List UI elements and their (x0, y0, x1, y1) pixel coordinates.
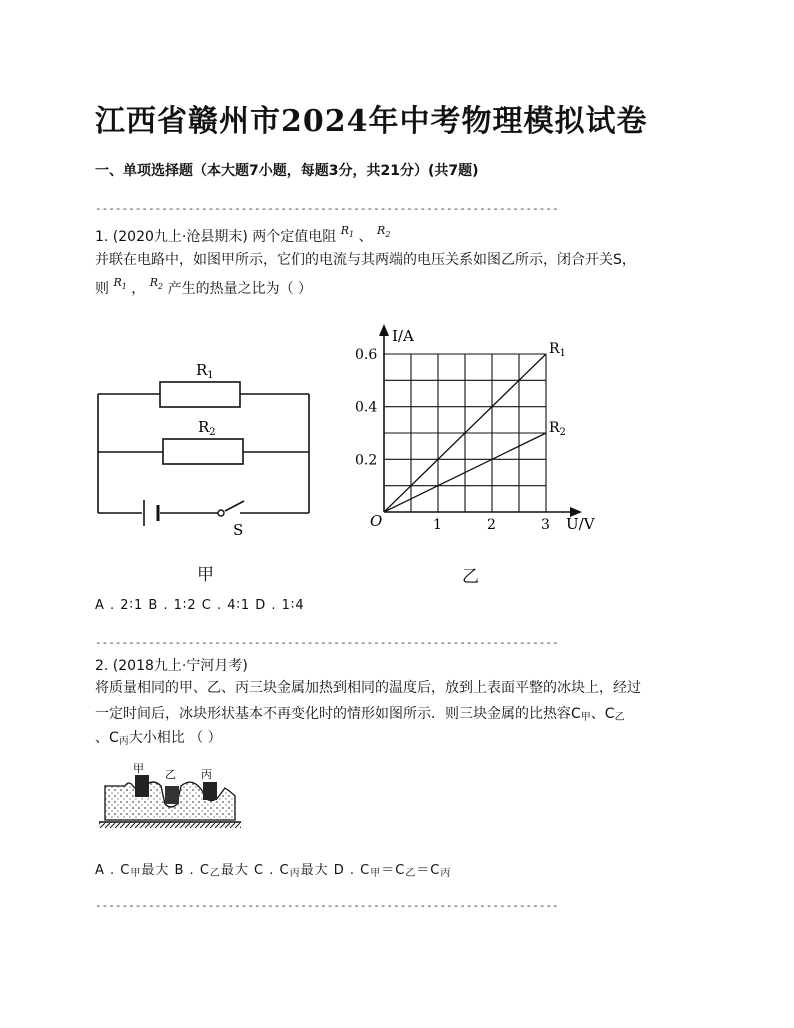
separator-line: ---------------------------------------------------------------------- (95, 202, 559, 215)
metal-block-jia (135, 775, 149, 797)
section-heading: 一、单项选择题（本大题7小题，每题3分，共21分）(共7题) (95, 163, 479, 179)
q2-line2: 一定时间后，冰块形状基本不再变化时的情形如图所示．则三块金属的比热容$C_甲$、$C_乙$ (95, 706, 625, 723)
q1-r2-symbol-2: R2 (149, 276, 164, 292)
circuit-diagram (90, 350, 320, 540)
switch-contact (218, 510, 224, 516)
series-label-r2: $R_2$ (549, 420, 566, 438)
metal-label-bing: 丙 (201, 768, 212, 781)
y-tick-label: 0.4 (355, 399, 378, 416)
q1-options: A . 2∶1 B . 1∶2 C . 4∶1 D . 1∶4 (95, 598, 305, 613)
r2-label: $R_2$ (198, 418, 216, 438)
q1-r1-symbol-2: R1 (113, 276, 127, 292)
ice-block-figure (95, 758, 245, 836)
q2-source: 2. (2018九上·宁河月考) (95, 658, 248, 674)
iu-graph (340, 312, 620, 537)
figure-yi-caption: 乙 (462, 567, 479, 587)
q1-source: 1. (2020九上·沧县期末) 两个定值电阻 (95, 229, 337, 245)
q1-line3: 则 $^{R_1}$ ， $^{R_2}$ 产生的热量之比为（ ） (95, 276, 313, 297)
separator-line: ---------------------------------------------------------------------- (95, 636, 559, 649)
figure-jia-caption: 甲 (197, 565, 214, 585)
ground-hatch (99, 822, 241, 828)
q2-options: A . $C_甲$最大 B . $C_乙$最大 C . $C_丙$最大 D . $C_甲=C_乙=C_丙$ (95, 863, 452, 879)
q2-line3: 、$C_丙$大小相比 （ ） (95, 730, 222, 747)
switch-label: S (233, 521, 244, 539)
x-tick-label: 1 (433, 517, 442, 533)
series-label-r1: $R_1$ (549, 341, 566, 359)
y-axis-label: I/A (392, 327, 414, 345)
q1-r1-symbol: R1 (340, 224, 355, 240)
q1-line2: 并联在电路中，如图甲所示，它们的电流与其两端的电压关系如图乙所示，闭合开关S， (95, 252, 636, 268)
y-tick-label: 0.6 (355, 347, 378, 363)
metal-block-bing (203, 782, 217, 800)
metal-label-yi: 乙 (165, 768, 176, 781)
origin-label: O (370, 512, 383, 530)
y-tick-label: 0.2 (355, 452, 378, 469)
x-axis-label: U/V (566, 515, 595, 533)
resistor-r1 (160, 382, 240, 407)
x-tick-label: 3 (541, 517, 550, 533)
q1-line1 (95, 226, 390, 246)
page-title: 江西省赣州市2024年中考物理模拟试卷 (95, 104, 648, 139)
metal-block-yi (165, 786, 179, 804)
q2-line1: 将质量相同的甲、乙、丙三块金属加热到相同的温度后，放到上表面平整的冰块上，经过 (95, 680, 641, 696)
resistor-r2 (163, 439, 243, 464)
q1-r2-symbol: R2 (377, 224, 391, 240)
q1-dun: 、 (358, 229, 373, 245)
r1-label: $R_1$ (196, 361, 214, 381)
metal-label-jia: 甲 (133, 762, 144, 775)
x-tick-label: 2 (487, 517, 496, 533)
y-axis-arrow (379, 324, 389, 336)
separator-line: ---------------------------------------------------------------------- (95, 899, 559, 912)
